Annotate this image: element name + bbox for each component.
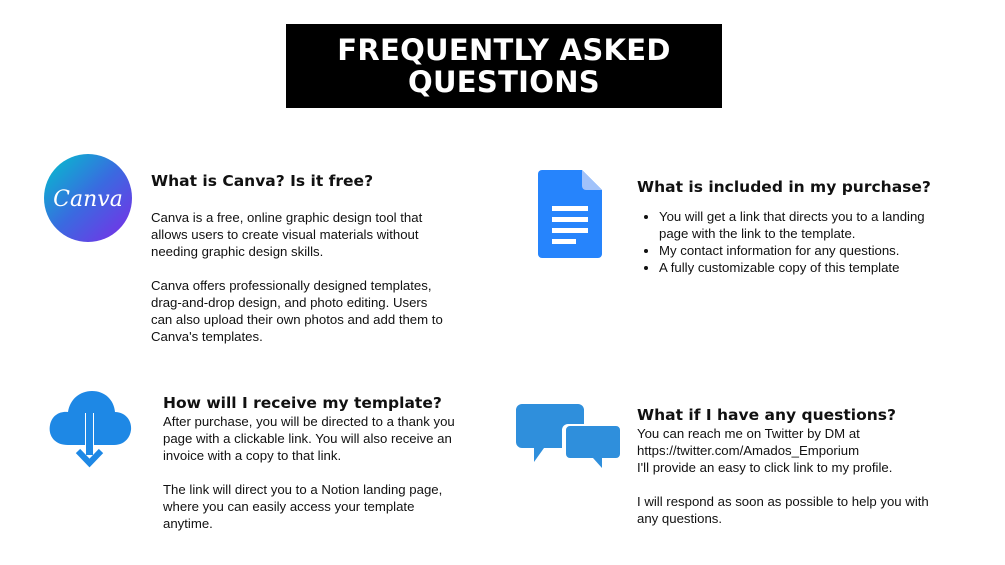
canva-logo-icon [44,154,132,242]
answer-receive-p2: The link will direct you to a Notion landing page, where you can easily access your template anytime. [163,482,443,531]
question-questions: What if I have any questions? [637,406,897,424]
list-item: • My contact information for any questions. [659,242,977,259]
page-title-line-2: QUESTIONS [408,65,600,99]
faq-questions [637,405,977,527]
list-item: • You will get a link that directs you to a landing page with the link to the template. [659,208,977,242]
answer-questions-p2: I will respond as soon as possible to help you with any questions. [637,494,929,526]
canva-logo-text: Canva [53,187,123,212]
question-canva: What is Canva? Is it free? [151,172,374,190]
list-item: • A fully customizable copy of this template [659,259,977,276]
faq-receive [163,393,503,532]
cloud-download-icon [48,389,132,479]
answer-canva-p1: Canva is a free, online graphic design tool that allows users to create visual materials without needing graphic design skills. [151,210,423,259]
faq-canva [151,171,491,345]
question-receive: How will I receive my template? [163,394,442,412]
purchase-list [637,208,977,276]
answer-questions-p1: You can reach me on Twitter by DM at https://twitter.com/Amados_Emporium I'll provide an easy to click link to my profile. [637,426,893,475]
question-purchase: What is included in my purchase? [637,178,931,196]
document-icon [538,170,602,258]
answer-canva-p2: Canva offers professionally designed templates, drag-and-drop design, and photo editing. Users can also upload their own photos and add them to Canva's templates. [151,278,443,344]
chat-bubbles-icon [516,404,622,474]
faq-purchase [637,177,977,276]
answer-receive-p1: After purchase, you will be directed to a thank you page with a clickable link. You will also receive an invoice with a copy to that link. [163,414,455,463]
page-title [286,24,722,108]
page-title-line-1: FREQUENTLY ASKED [337,33,671,67]
